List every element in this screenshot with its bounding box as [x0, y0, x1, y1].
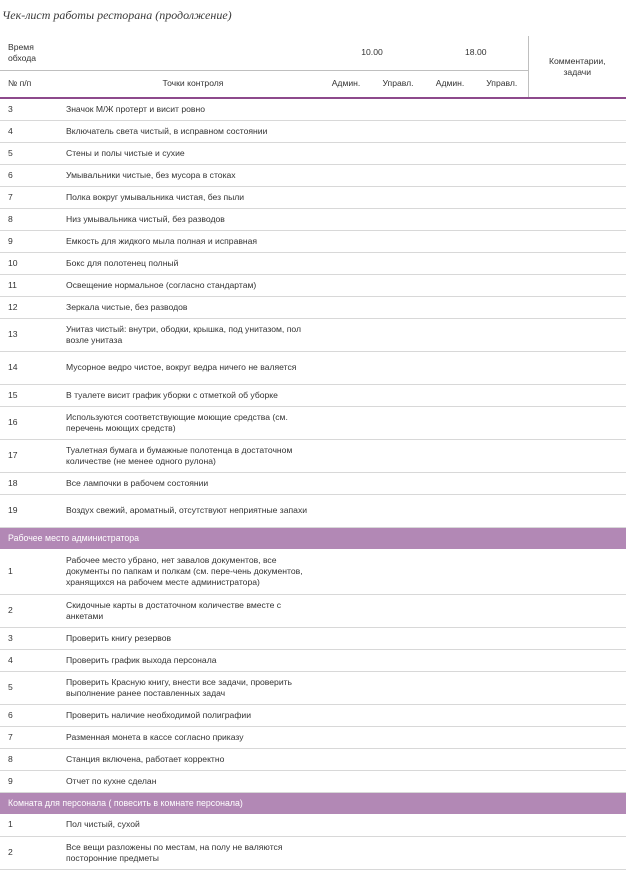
cell-manager-18[interactable]	[476, 384, 528, 406]
table-row	[0, 120, 626, 142]
cell-admin-10[interactable]	[320, 208, 372, 230]
cell-manager-10[interactable]	[372, 208, 424, 230]
cell-manager-18[interactable]	[476, 164, 528, 186]
cell-comments[interactable]	[528, 494, 626, 527]
cell-manager-10[interactable]	[372, 472, 424, 494]
row-number: 7	[0, 726, 58, 748]
cell-comments[interactable]	[528, 748, 626, 770]
col-admin-2-header: Админ.	[424, 70, 476, 98]
table-row	[0, 351, 626, 384]
cell-admin-10[interactable]	[320, 120, 372, 142]
table-row	[0, 274, 626, 296]
cell-comments[interactable]	[528, 120, 626, 142]
cell-admin-18[interactable]	[424, 186, 476, 208]
row-number: 5	[0, 671, 58, 704]
row-number: 8	[0, 208, 58, 230]
table-row	[0, 439, 626, 472]
cell-admin-18[interactable]	[424, 296, 476, 318]
row-number: 9	[0, 230, 58, 252]
cell-admin-10[interactable]	[320, 439, 372, 472]
cell-admin-10[interactable]	[320, 274, 372, 296]
row-number: 15	[0, 384, 58, 406]
row-number: 2	[0, 836, 58, 869]
cell-admin-18[interactable]	[424, 726, 476, 748]
cell-comments[interactable]	[528, 836, 626, 869]
col-manager-1-header: Управл.	[372, 70, 424, 98]
cell-manager-18[interactable]	[476, 120, 528, 142]
time-10: 10.00	[361, 47, 383, 58]
cell-admin-10[interactable]	[320, 472, 372, 494]
cell-manager-10[interactable]	[372, 671, 424, 704]
time-10-cell	[320, 36, 424, 70]
cell-manager-18[interactable]	[476, 814, 528, 836]
cell-manager-10[interactable]	[372, 627, 424, 649]
row-number: 2	[0, 594, 58, 627]
row-text: Скидочные карты в достаточном количестве вместе с анкетами	[58, 594, 320, 627]
cell-manager-10[interactable]	[372, 384, 424, 406]
time-18-cell	[424, 36, 528, 70]
cell-manager-18[interactable]	[476, 836, 528, 869]
table-row	[0, 472, 626, 494]
cell-comments[interactable]	[528, 186, 626, 208]
cell-admin-10[interactable]	[320, 384, 372, 406]
cell-admin-10[interactable]	[320, 186, 372, 208]
comments-header	[528, 36, 626, 98]
cell-manager-18[interactable]	[476, 208, 528, 230]
cell-manager-18[interactable]	[476, 406, 528, 439]
cell-manager-10[interactable]	[372, 120, 424, 142]
cell-manager-18[interactable]	[476, 726, 528, 748]
cell-admin-10[interactable]	[320, 814, 372, 836]
cell-admin-10[interactable]	[320, 649, 372, 671]
row-number: 4	[0, 120, 58, 142]
cell-manager-18[interactable]	[476, 98, 528, 120]
cell-comments[interactable]	[528, 439, 626, 472]
col-num-header: № п/п	[0, 70, 58, 98]
cell-manager-10[interactable]	[372, 836, 424, 869]
cell-manager-10[interactable]	[372, 296, 424, 318]
col-admin-1-header: Админ.	[320, 70, 372, 98]
cell-comments[interactable]	[528, 406, 626, 439]
section-title: Рабочее место администратора	[0, 527, 626, 549]
table-row	[0, 384, 626, 406]
row-number: 18	[0, 472, 58, 494]
cell-admin-18[interactable]	[424, 836, 476, 869]
table-row	[0, 142, 626, 164]
cell-manager-18[interactable]	[476, 318, 528, 351]
cell-comments[interactable]	[528, 351, 626, 384]
row-text: Проверить книгу резервов	[58, 627, 320, 649]
cell-admin-10[interactable]	[320, 252, 372, 274]
row-text: Все вещи разложены по местам, на полу не валяются посторонние предметы	[58, 836, 320, 869]
cell-manager-18[interactable]	[476, 549, 528, 594]
table-row	[0, 704, 626, 726]
table-row	[0, 594, 626, 627]
row-text: Используются соответствующие моющие средства (см. перечень моющих средств)	[58, 406, 320, 439]
cell-comments[interactable]	[528, 318, 626, 351]
table-row	[0, 770, 626, 792]
row-number: 9	[0, 770, 58, 792]
cell-comments[interactable]	[528, 726, 626, 748]
cell-manager-18[interactable]	[476, 296, 528, 318]
row-number: 16	[0, 406, 58, 439]
table-row	[0, 296, 626, 318]
row-text: В туалете висит график уборки с отметкой об уборке	[58, 384, 320, 406]
cell-admin-10[interactable]	[320, 98, 372, 120]
col-points-header: Точки контроля	[58, 70, 320, 98]
row-number: 4	[0, 649, 58, 671]
table-row	[0, 208, 626, 230]
cell-manager-10[interactable]	[372, 318, 424, 351]
section-row	[0, 527, 626, 549]
row-text: Разменная монета в кассе согласно приказу	[58, 726, 320, 748]
row-number: 6	[0, 164, 58, 186]
row-text: Мусорное ведро чистое, вокруг ведра ничего не валяется	[58, 351, 320, 384]
cell-manager-18[interactable]	[476, 186, 528, 208]
cell-admin-18[interactable]	[424, 649, 476, 671]
cell-manager-10[interactable]	[372, 186, 424, 208]
cell-manager-18[interactable]	[476, 627, 528, 649]
cell-manager-18[interactable]	[476, 274, 528, 296]
cell-admin-18[interactable]	[424, 549, 476, 594]
table-row	[0, 318, 626, 351]
table-row	[0, 836, 626, 869]
row-text: Проверить график выхода персонала	[58, 649, 320, 671]
cell-admin-10[interactable]	[320, 627, 372, 649]
cell-comments[interactable]	[528, 274, 626, 296]
row-text: Туалетная бумага и бумажные полотенца в достаточном количестве (не менее одного рулона)	[58, 439, 320, 472]
cell-admin-18[interactable]	[424, 120, 476, 142]
cell-admin-18[interactable]	[424, 230, 476, 252]
cell-admin-10[interactable]	[320, 726, 372, 748]
time-label: Время обхода	[8, 41, 37, 63]
cell-admin-18[interactable]	[424, 704, 476, 726]
cell-admin-10[interactable]	[320, 230, 372, 252]
cell-admin-18[interactable]	[424, 748, 476, 770]
row-number: 17	[0, 439, 58, 472]
cell-admin-18[interactable]	[424, 494, 476, 527]
row-text: Проверить наличие необходимой полиграфии	[58, 704, 320, 726]
row-text: Низ умывальника чистый, без разводов	[58, 208, 320, 230]
cell-manager-10[interactable]	[372, 164, 424, 186]
cell-comments[interactable]	[528, 472, 626, 494]
row-number: 19	[0, 494, 58, 527]
cell-comments[interactable]	[528, 164, 626, 186]
cell-comments[interactable]	[528, 814, 626, 836]
cell-admin-18[interactable]	[424, 98, 476, 120]
cell-manager-10[interactable]	[372, 439, 424, 472]
time-label-cell	[0, 36, 320, 70]
cell-manager-18[interactable]	[476, 704, 528, 726]
table-row	[0, 98, 626, 120]
row-number: 10	[0, 252, 58, 274]
cell-admin-18[interactable]	[424, 252, 476, 274]
cell-comments[interactable]	[528, 627, 626, 649]
row-number: 1	[0, 814, 58, 836]
row-text: Зеркала чистые, без разводов	[58, 296, 320, 318]
cell-admin-18[interactable]	[424, 594, 476, 627]
cell-admin-10[interactable]	[320, 318, 372, 351]
cell-comments[interactable]	[528, 142, 626, 164]
cell-manager-10[interactable]	[372, 98, 424, 120]
row-number: 13	[0, 318, 58, 351]
cell-manager-18[interactable]	[476, 472, 528, 494]
row-text: Станция включена, работает корректно	[58, 748, 320, 770]
cell-manager-18[interactable]	[476, 770, 528, 792]
cell-admin-10[interactable]	[320, 406, 372, 439]
cell-manager-10[interactable]	[372, 748, 424, 770]
cell-comments[interactable]	[528, 252, 626, 274]
cell-manager-10[interactable]	[372, 252, 424, 274]
cell-manager-18[interactable]	[476, 439, 528, 472]
checklist-table	[0, 36, 626, 870]
cell-admin-18[interactable]	[424, 814, 476, 836]
cell-comments[interactable]	[528, 770, 626, 792]
cell-manager-10[interactable]	[372, 142, 424, 164]
cell-comments[interactable]	[528, 98, 626, 120]
table-row	[0, 164, 626, 186]
table-row	[0, 649, 626, 671]
cell-admin-10[interactable]	[320, 164, 372, 186]
cell-admin-18[interactable]	[424, 439, 476, 472]
cell-manager-10[interactable]	[372, 274, 424, 296]
row-number: 12	[0, 296, 58, 318]
table-row	[0, 627, 626, 649]
cell-admin-18[interactable]	[424, 627, 476, 649]
cell-manager-18[interactable]	[476, 649, 528, 671]
col-manager-2-header: Управл.	[476, 70, 528, 98]
row-text: Значок М/Ж протерт и висит ровно	[58, 98, 320, 120]
table-row	[0, 252, 626, 274]
row-text: Полка вокруг умывальника чистая, без пыли	[58, 186, 320, 208]
cell-manager-10[interactable]	[372, 230, 424, 252]
comments-label: Комментарии, задачи	[549, 55, 606, 77]
row-number: 3	[0, 98, 58, 120]
cell-comments[interactable]	[528, 208, 626, 230]
cell-admin-10[interactable]	[320, 671, 372, 704]
row-text: Отчет по кухне сделан	[58, 770, 320, 792]
cell-admin-18[interactable]	[424, 164, 476, 186]
cell-manager-10[interactable]	[372, 649, 424, 671]
row-number: 3	[0, 627, 58, 649]
cell-manager-10[interactable]	[372, 770, 424, 792]
cell-manager-18[interactable]	[476, 494, 528, 527]
cell-admin-10[interactable]	[320, 549, 372, 594]
row-text: Все лампочки в рабочем состоянии	[58, 472, 320, 494]
cell-comments[interactable]	[528, 649, 626, 671]
row-number: 5	[0, 142, 58, 164]
row-text: Рабочее место убрано, нет завалов документов, все документы по папкам и полкам (см. пере-чень документов, хранящихся на рабочем месте администратора)	[58, 549, 320, 594]
table-row	[0, 186, 626, 208]
cell-manager-10[interactable]	[372, 351, 424, 384]
time-18: 18.00	[465, 47, 487, 58]
section-row	[0, 792, 626, 814]
cell-admin-18[interactable]	[424, 274, 476, 296]
row-text: Емкость для жидкого мыла полная и исправная	[58, 230, 320, 252]
row-number: 11	[0, 274, 58, 296]
cell-admin-10[interactable]	[320, 494, 372, 527]
cell-manager-18[interactable]	[476, 351, 528, 384]
cell-admin-18[interactable]	[424, 208, 476, 230]
table-row	[0, 671, 626, 704]
cell-admin-18[interactable]	[424, 406, 476, 439]
row-number: 1	[0, 549, 58, 594]
row-text: Умывальники чистые, без мусора в стоках	[58, 164, 320, 186]
cell-manager-10[interactable]	[372, 726, 424, 748]
cell-manager-10[interactable]	[372, 494, 424, 527]
row-text: Освещение нормальное (согласно стандартам)	[58, 274, 320, 296]
cell-comments[interactable]	[528, 671, 626, 704]
row-number: 6	[0, 704, 58, 726]
cell-manager-18[interactable]	[476, 594, 528, 627]
cell-admin-18[interactable]	[424, 351, 476, 384]
cell-admin-10[interactable]	[320, 836, 372, 869]
cell-admin-10[interactable]	[320, 351, 372, 384]
table-row	[0, 406, 626, 439]
cell-comments[interactable]	[528, 384, 626, 406]
row-text: Включатель света чистый, в исправном состоянии	[58, 120, 320, 142]
row-number: 14	[0, 351, 58, 384]
table-row	[0, 230, 626, 252]
row-text: Стены и полы чистые и сухие	[58, 142, 320, 164]
cell-admin-18[interactable]	[424, 142, 476, 164]
page-title: Чек-лист работы ресторана (продолжение)	[2, 8, 232, 22]
cell-manager-10[interactable]	[372, 704, 424, 726]
cell-admin-18[interactable]	[424, 770, 476, 792]
row-text: Пол чистый, сухой	[58, 814, 320, 836]
cell-comments[interactable]	[528, 549, 626, 594]
section-title: Комната для персонала ( повесить в комнате персонала)	[0, 792, 626, 814]
row-text: Бокс для полотенец полный	[58, 252, 320, 274]
cell-admin-10[interactable]	[320, 142, 372, 164]
cell-comments[interactable]	[528, 704, 626, 726]
cell-admin-10[interactable]	[320, 296, 372, 318]
cell-manager-18[interactable]	[476, 252, 528, 274]
cell-comments[interactable]	[528, 296, 626, 318]
table-row	[0, 549, 626, 594]
cell-admin-10[interactable]	[320, 594, 372, 627]
cell-admin-10[interactable]	[320, 748, 372, 770]
cell-manager-10[interactable]	[372, 594, 424, 627]
cell-manager-18[interactable]	[476, 671, 528, 704]
row-text: Унитаз чистый: внутри, ободки, крышка, под унитазом, пол возле унитаза	[58, 318, 320, 351]
table-row	[0, 748, 626, 770]
cell-manager-10[interactable]	[372, 814, 424, 836]
cell-admin-18[interactable]	[424, 472, 476, 494]
table-row	[0, 814, 626, 836]
cell-manager-18[interactable]	[476, 142, 528, 164]
cell-comments[interactable]	[528, 594, 626, 627]
cell-manager-10[interactable]	[372, 549, 424, 594]
cell-admin-18[interactable]	[424, 318, 476, 351]
cell-manager-10[interactable]	[372, 406, 424, 439]
table-row	[0, 494, 626, 527]
row-text: Проверить Красную книгу, внести все задачи, проверить выполнение ранее поставленных задач	[58, 671, 320, 704]
cell-comments[interactable]	[528, 230, 626, 252]
header-time-row	[0, 36, 626, 70]
cell-admin-18[interactable]	[424, 671, 476, 704]
cell-manager-18[interactable]	[476, 230, 528, 252]
row-text: Воздух свежий, ароматный, отсутствуют неприятные запахи	[58, 494, 320, 527]
row-number: 8	[0, 748, 58, 770]
row-number: 7	[0, 186, 58, 208]
cell-admin-10[interactable]	[320, 704, 372, 726]
table-row	[0, 726, 626, 748]
cell-admin-10[interactable]	[320, 770, 372, 792]
cell-admin-18[interactable]	[424, 384, 476, 406]
cell-manager-18[interactable]	[476, 748, 528, 770]
